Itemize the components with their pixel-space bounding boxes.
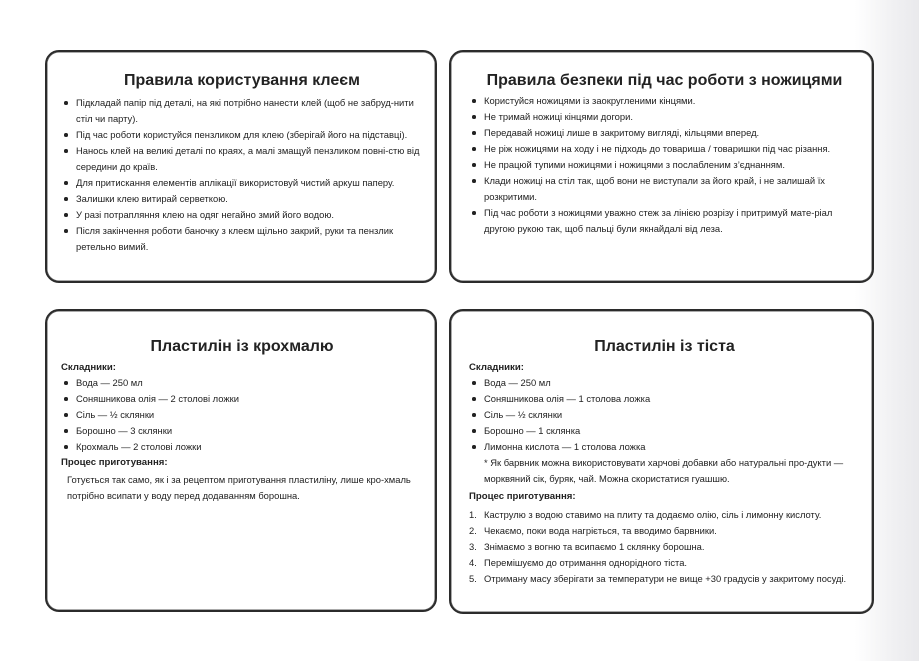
glue-rules-card xyxy=(45,50,437,283)
list-item xyxy=(469,539,860,555)
process-text: Готується так само, як і за рецептом приготування пластиліну, лише кро-хмаль потрібно всипати у воду перед додаванням борошна. xyxy=(67,474,411,501)
list-item: Сіль — ½ склянки xyxy=(469,407,860,423)
starch-plasticine-card xyxy=(45,309,437,612)
list-item: Під час роботи користуйся пензликом для клею (зберігай його на підставці). xyxy=(61,127,423,143)
step-number: 5. xyxy=(469,573,477,584)
step-number: 4. xyxy=(469,557,477,568)
list-item: Вода — 250 мл xyxy=(469,375,860,391)
process-steps-list xyxy=(469,507,860,587)
scissors-rules-card xyxy=(449,50,874,283)
list-item: У разі потрапляння клею на одяг негайно змий його водою. xyxy=(61,207,423,223)
list-item: Не працюй тупими ножицями і ножицями з послабленим з’єднанням. xyxy=(469,157,860,173)
glue-rules-list xyxy=(61,95,423,255)
ingredients-list xyxy=(469,375,860,455)
list-item: Не ріж ножицями на ходу і не підходь до товариша / товаришки під час різання. xyxy=(469,141,860,157)
ingredients-heading: Складники: xyxy=(469,362,524,373)
list-item: Борошно — 3 склянки xyxy=(61,423,423,439)
list-item: Нанось клей на великі деталі по краях, а малі змащуй пензликом повні-стю від середини до країв. xyxy=(61,143,423,175)
list-item: Сіль — ½ склянки xyxy=(61,407,423,423)
process-heading: Процес приготування: xyxy=(61,457,168,468)
list-item: Під час роботи з ножицями уважно стеж за лінією розрізу і притримуй мате-ріал другою рукою так, щоб пальці були якнайдалі від леза. xyxy=(469,205,860,237)
list-item: Залишки клею витирай серветкою. xyxy=(61,191,423,207)
glue-rules-title: Правила користування клеєм xyxy=(124,72,360,89)
list-item: Лимонна кислота — 1 столова ложка xyxy=(469,439,860,455)
scissors-rules-list xyxy=(469,93,860,237)
list-item: Користуйся ножицями із заокругленими кінцями. xyxy=(469,93,860,109)
step-text: Отриману масу зберігати за температури не вище +30 градусів у закритому посуді. xyxy=(484,573,847,584)
list-item xyxy=(469,571,860,587)
starch-plasticine-title: Пластилін із крохмалю xyxy=(150,338,334,355)
list-item: Борошно — 1 склянка xyxy=(469,423,860,439)
ingredients-heading: Складники: xyxy=(61,362,116,373)
dough-plasticine-title: Пластилін із тіста xyxy=(594,338,735,355)
step-text: Каструлю з водою ставимо на плиту та додаємо олію, сіль і лимонну кислоту. xyxy=(484,509,822,520)
list-item: Соняшникова олія — 2 столові ложки xyxy=(61,391,423,407)
list-item: Для притискання елементів аплікації використовуй чистий аркуш паперу. xyxy=(61,175,423,191)
list-item: Клади ножиці на стіл так, щоб вони не виступали за його край, і не залишай їх розкритими. xyxy=(469,173,860,205)
scissors-rules-title: Правила безпеки під час роботи з ножицями xyxy=(486,72,843,89)
dough-plasticine-card xyxy=(449,309,874,614)
list-item xyxy=(469,555,860,571)
process-heading: Процес приготування: xyxy=(469,491,576,502)
step-number: 3. xyxy=(469,541,477,552)
dye-note: * Як барвник можна використовувати харчові добавки або натуральні про-дукти — морквяний сік, буряк, чай. Можна скористатися гуашшю. xyxy=(484,457,844,484)
step-text: Знімаємо з вогню та всипаємо 1 склянку борошна. xyxy=(484,541,705,552)
list-item: Передавай ножиці лише в закритому вигляді, кільцями вперед. xyxy=(469,125,860,141)
list-item: Крохмаль — 2 столові ложки xyxy=(61,439,423,455)
list-item: Вода — 250 мл xyxy=(61,375,423,391)
list-item xyxy=(469,523,860,539)
list-item: Не тримай ножиці кінцями догори. xyxy=(469,109,860,125)
list-item: Після закінчення роботи баночку з клеєм щільно закрий, руки та пензлик ретельно вимий. xyxy=(61,223,423,255)
ingredients-list xyxy=(61,375,423,455)
list-item: Соняшникова олія — 1 столова ложка xyxy=(469,391,860,407)
step-text: Чекаємо, поки вода нагріється, та вводимо барвники. xyxy=(484,525,717,536)
list-item: Підкладай папір під деталі, на які потрібно нанести клей (щоб не забруд-нити стіл чи парту). xyxy=(61,95,423,127)
step-text: Перемішуємо до отримання однорідного тіста. xyxy=(484,557,688,568)
step-number: 2. xyxy=(469,525,477,536)
list-item xyxy=(469,507,860,523)
step-number: 1. xyxy=(469,509,477,520)
